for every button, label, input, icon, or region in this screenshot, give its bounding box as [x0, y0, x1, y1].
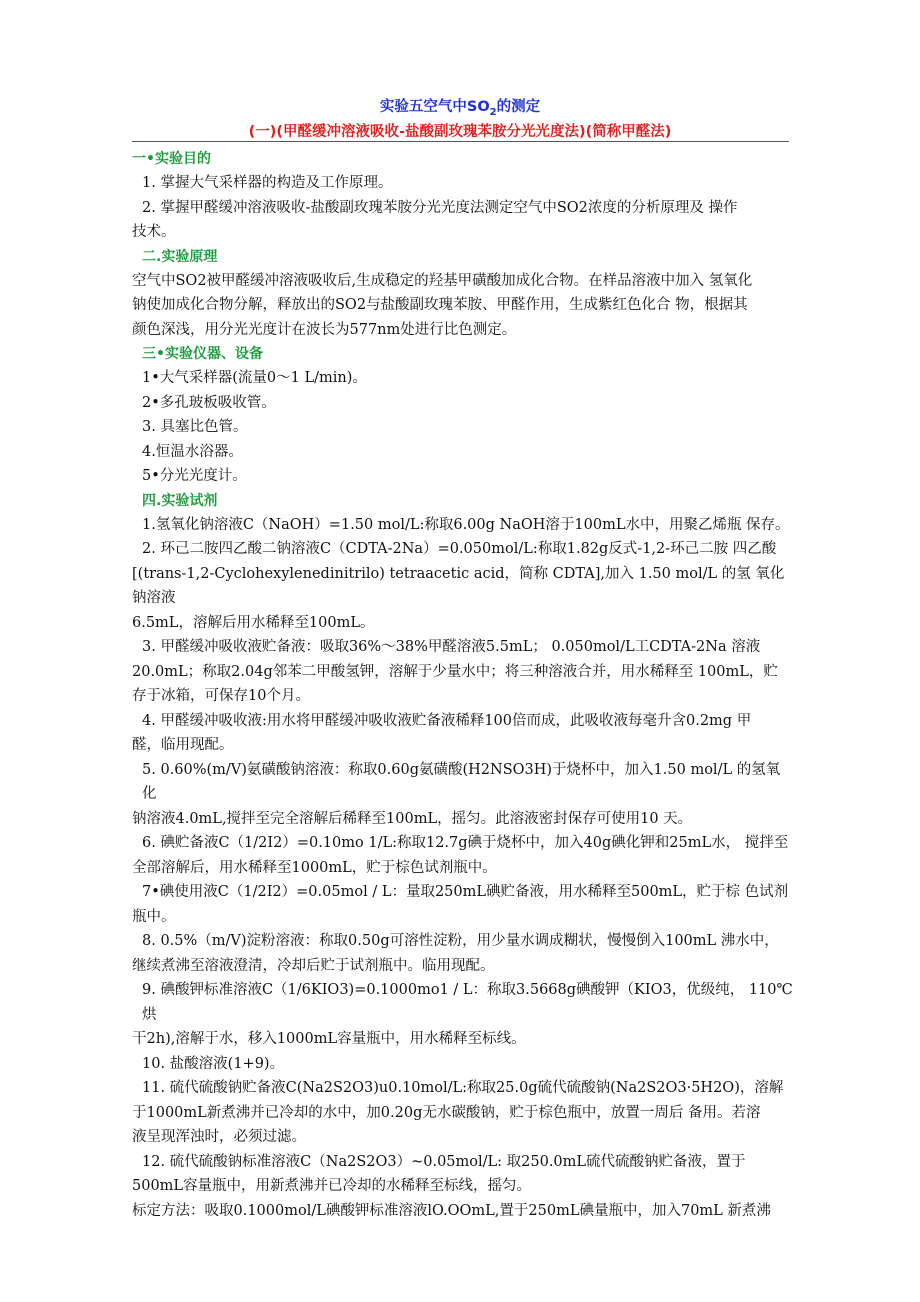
section-heading-reagents: 四.实验试剂 — [142, 492, 218, 509]
reagent-line: 液呈现浑浊时，必须过滤。 — [132, 1129, 306, 1145]
reagent-line: 全部溶解后，用水稀释至1000mL，贮于棕色试剂瓶中。 — [132, 859, 497, 876]
reagent-line: 8. 0.5%（m/V)淀粉溶液：称取0.50g可溶性淀粉，用少量水调成糊状，慢慢倒入100mL 沸水中， — [142, 933, 779, 949]
reagent-line: 7•碘使用液C（1/2I2）=0.05mol / L：量取250mL碘贮备液，用水稀释至500mL，贮于棕 色试剂 — [142, 884, 789, 900]
reagent-line: 干2h),溶解于水，移入1000mL容量瓶中，用水稀释至标线。 — [132, 1031, 526, 1047]
reagent-line: 2. 环己二胺四乙酸二钠溶液C（CDTA-2Na）=0.050mol/L:称取1.82g反式-1,2-环己二胺 四乙酸 — [142, 541, 777, 557]
method-subtitle: (一)(甲醛缓冲溶液吸收-盐酸副玫瑰苯胺分光光度法)(简称甲醛法) — [248, 124, 672, 140]
purpose-line: 技术。 — [132, 224, 176, 240]
equipment-item: 2•多孔玻板吸收管。 — [142, 394, 276, 411]
reagent-line: 于1000mL新煮沸并已冷却的水中，加0.20g无水碳酸钠，贮于棕色瓶中，放置一周后 备用。若溶 — [132, 1104, 761, 1121]
reagent-line: 11. 硫代硫酸钠贮备液C(Na2S2O3)u0.10mol/L:称取25.0g硫代硫酸钠(Na2S2O3·5H2O)，溶解 — [142, 1080, 784, 1096]
reagent-line: 6.5mL，溶解后用水稀释至100mL。 — [132, 614, 375, 631]
reagent-line: 12. 硫代硫酸钠标准溶液C（Na2S2O3）~0.05mol/L: 取250.0mL硫代硫酸钠贮备液，置于 — [142, 1153, 746, 1170]
reagent-line: 继续煮沸至溶液澄清，冷却后贮于试剂瓶中。临用现配。 — [132, 957, 495, 974]
purpose-line: 2. 掌握甲醛缓冲溶液吸收-盐酸副玫瑰苯胺分光光度法测定空气中SO2浓度的分析原理及 操作 — [142, 199, 738, 216]
title-main: 实验五空气中SO — [379, 99, 490, 115]
reagent-line: 标定方法：吸取0.1000mol/L碘酸钾标准溶液lO.OOmL,置于250mL碘量瓶中，加入70mL 新煮沸 — [132, 1202, 771, 1219]
section-heading-purpose: 一•实验目的 — [132, 151, 211, 167]
reagent-line: 3. 甲醛缓冲吸收液贮备液：吸取36%〜38%甲醛溶液5.5mL； 0.050mol/L工CDTA-2Na 溶液 — [142, 639, 761, 655]
reagent-line: 5. 0.60%(m/V)氨磺酸钠溶液：称取0.60g氨磺酸(H2NSO3H)于烧杯中，加入1.50 mol/L 的氢氧化 — [142, 761, 781, 802]
document-title — [0, 95, 920, 118]
reagent-line: 钠溶液4.0mL,搅拌至完全溶解后稀释至100mL，摇匀。此溶液密封保存可使用10 天。 — [132, 810, 693, 827]
reagent-line: 1.氢氧化钠溶液C（NaOH）=1.50 mol/L:称取6.00g NaOH溶于100mL水中，用聚乙烯瓶 保存。 — [142, 516, 790, 533]
section-heading-equipment: 三•实验仪器、设备 — [142, 346, 263, 362]
principle-line: 钠使加成化合物分解，释放出的SO2与盐酸副玫瑰苯胺、甲醛作用，生成紫红色化合 物，根据其 — [132, 297, 748, 313]
equipment-item: 3. 具塞比色管。 — [142, 419, 248, 435]
title-suffix: 的测定 — [496, 99, 541, 115]
document-body — [132, 147, 794, 1223]
reagent-line: 20.0mL；称取2.04g邻苯二甲酸氢钾，溶解于少量水中；将三种溶液合并，用水稀释至 100mL，贮 — [132, 663, 778, 680]
equipment-item: 5•分光光度计。 — [142, 468, 247, 484]
reagent-line: 10. 盐酸溶液(1+9)。 — [142, 1055, 285, 1072]
reagent-line: 存于冰箱，可保存10个月。 — [132, 688, 310, 704]
section-heading-principle: 二.实验原理 — [142, 248, 218, 265]
equipment-item: 1•大气采样器(流量0〜1 L/min)。 — [142, 370, 367, 386]
equipment-item: 4.恒温水浴器。 — [142, 443, 243, 460]
reagent-line: 瓶中。 — [132, 908, 176, 925]
reagent-line: 500mL容量瓶中，用新煮沸并已冷却的水稀释至标线，摇匀。 — [132, 1178, 532, 1194]
title-subscript: 2 — [489, 106, 497, 118]
purpose-line: 1. 掌握大气采样器的构造及工作原理。 — [142, 175, 393, 191]
reagent-line: 6. 碘贮备液C（1/2I2）=0.10mo 1/L:称取12.7g碘于烧杯中，加入40g碘化钾和25mL水， 搅拌至 — [142, 835, 789, 851]
reagent-line: 醛，临用现配。 — [132, 737, 234, 753]
reagent-line: [(trans-1,2-Cyclohexylenedinitrilo) tetraacetic acid，简称 CDTA],加入 1.50 mol/L 的氢 氧化钠溶液 — [132, 565, 785, 606]
principle-line: 颜色深浅，用分光光度计在波长为577nm处进行比色测定。 — [132, 321, 517, 338]
reagent-line: 4. 甲醛缓冲吸收液:用水将甲醛缓冲吸收液贮备液稀释100倍而成，此吸收液每毫升含0.2mg 甲 — [142, 712, 752, 729]
title-divider — [132, 141, 789, 142]
reagent-line: 9. 碘酸钾标准溶液C（1/6KIO3)=0.1000mo1 / L：称取3.5668g碘酸钾（KIO3，优级纯， 110℃烘 — [142, 982, 793, 1023]
principle-line: 空气中SO2被甲醛缓冲溶液吸收后,生成稳定的羟基甲磺酸加成化合物。在样品溶液中加入 氢氧化 — [132, 272, 753, 289]
